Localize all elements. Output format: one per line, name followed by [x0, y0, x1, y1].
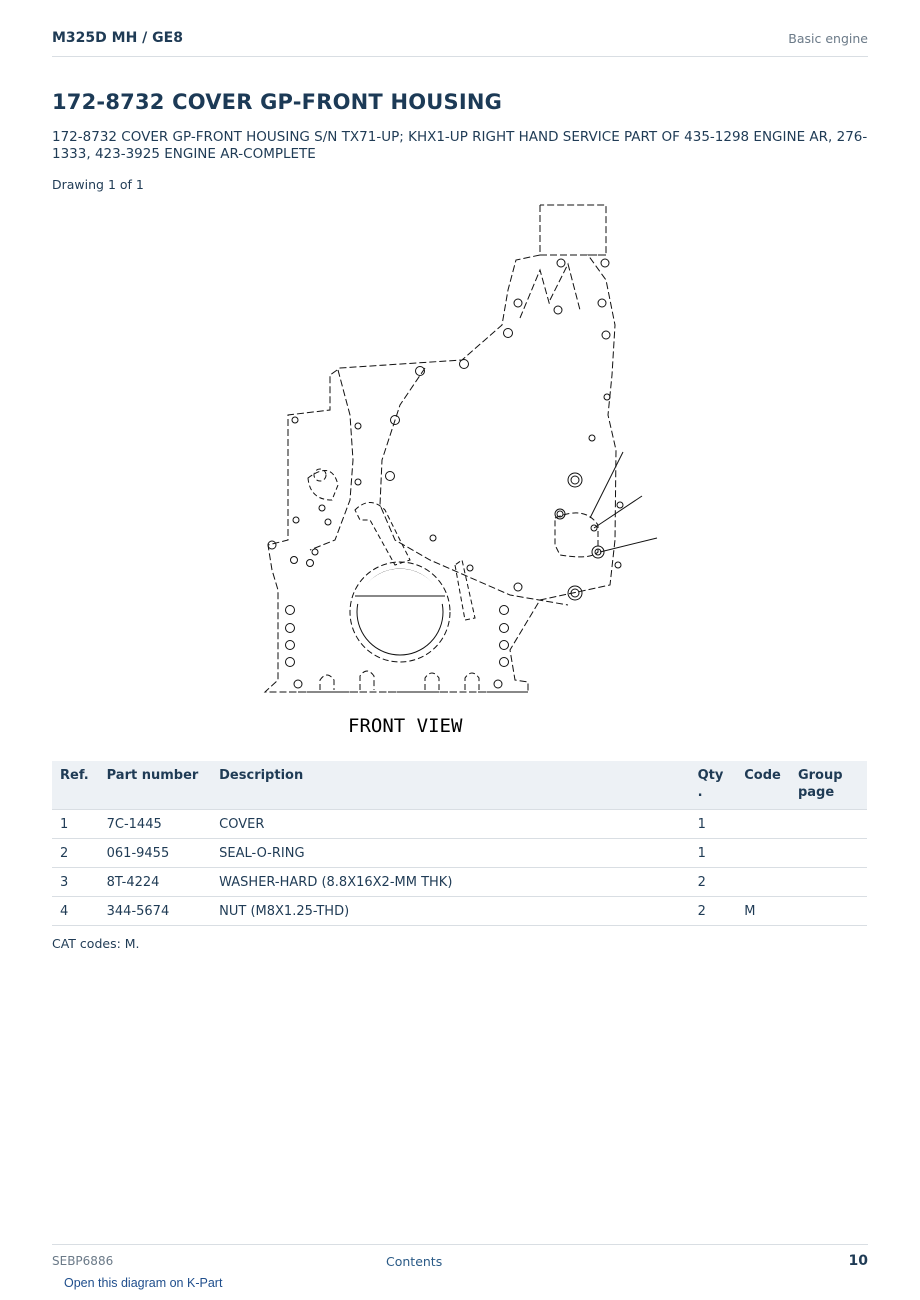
col-qty: Qty . [690, 761, 737, 810]
page-header [52, 28, 868, 57]
part-description: 172-8732 COVER GP-FRONT HOUSING S/N TX71-UP; KHX1-UP RIGHT HAND SERVICE PART OF 435-1298 ENGINE AR, 276-1333, 423-3925 ENGINE AR-COMPLETE [52, 129, 868, 162]
cell-code [736, 868, 790, 897]
contents-link[interactable]: Contents [386, 1254, 443, 1269]
cell-group-page [790, 868, 867, 897]
table-row [52, 810, 867, 839]
document-id: SEBP6886 [52, 1254, 114, 1268]
cell-qty: 1 [690, 810, 737, 839]
slot [355, 503, 475, 621]
col-ref: Ref. [52, 761, 99, 810]
cat-codes-note: CAT codes: M. [52, 936, 140, 951]
table-header-row [52, 761, 867, 810]
col-code: Code [736, 761, 790, 810]
diagram-caption: FRONT VIEW [348, 715, 463, 737]
parts-diagram[interactable] [250, 200, 670, 745]
table-row [52, 839, 867, 868]
drawing-count: Drawing 1 of 1 [52, 177, 144, 192]
cam-gear-outline [308, 469, 338, 500]
bolt-holes [268, 259, 623, 688]
cell-ref: 1 [52, 810, 99, 839]
cell-code [736, 839, 790, 868]
col-part-number: Part number [99, 761, 212, 810]
cell-code [736, 810, 790, 839]
cell-ref: 4 [52, 897, 99, 926]
lower-pan [280, 671, 528, 692]
cell-description: NUT (M8X1.25-THD) [211, 897, 689, 926]
cell-group-page [790, 810, 867, 839]
kpart-link[interactable]: Open this diagram on K-Part [64, 1276, 223, 1290]
crank-bore [350, 562, 450, 662]
col-group-page: Group page [790, 761, 867, 810]
col-description: Description [211, 761, 689, 810]
callout-lines [590, 452, 657, 552]
cell-qty: 2 [690, 868, 737, 897]
cell-part-number: 061-9455 [99, 839, 212, 868]
page-footer [52, 1244, 868, 1275]
cell-ref: 3 [52, 868, 99, 897]
cell-part-number: 8T-4224 [99, 868, 212, 897]
cell-part-number: 7C-1445 [99, 810, 212, 839]
cell-part-number: 344-5674 [99, 897, 212, 926]
housing-outline [265, 205, 616, 692]
cell-description: SEAL-O-RING [211, 839, 689, 868]
cell-description: COVER [211, 810, 689, 839]
page-number: 10 [848, 1253, 868, 1269]
cell-group-page [790, 897, 867, 926]
section-label: Basic engine [788, 31, 868, 46]
cell-description: WASHER-HARD (8.8X16X2-MM THK) [211, 868, 689, 897]
page-title: 172-8732 COVER GP-FRONT HOUSING [52, 90, 503, 114]
table-row [52, 897, 867, 926]
cell-code: M [736, 897, 790, 926]
parts-table [52, 761, 867, 926]
cell-qty: 1 [690, 839, 737, 868]
cell-ref: 2 [52, 839, 99, 868]
cell-group-page [790, 839, 867, 868]
model-label: M325D MH / GE8 [52, 30, 183, 46]
idler-housing [555, 509, 604, 558]
cell-qty: 2 [690, 897, 737, 926]
table-row [52, 868, 867, 897]
